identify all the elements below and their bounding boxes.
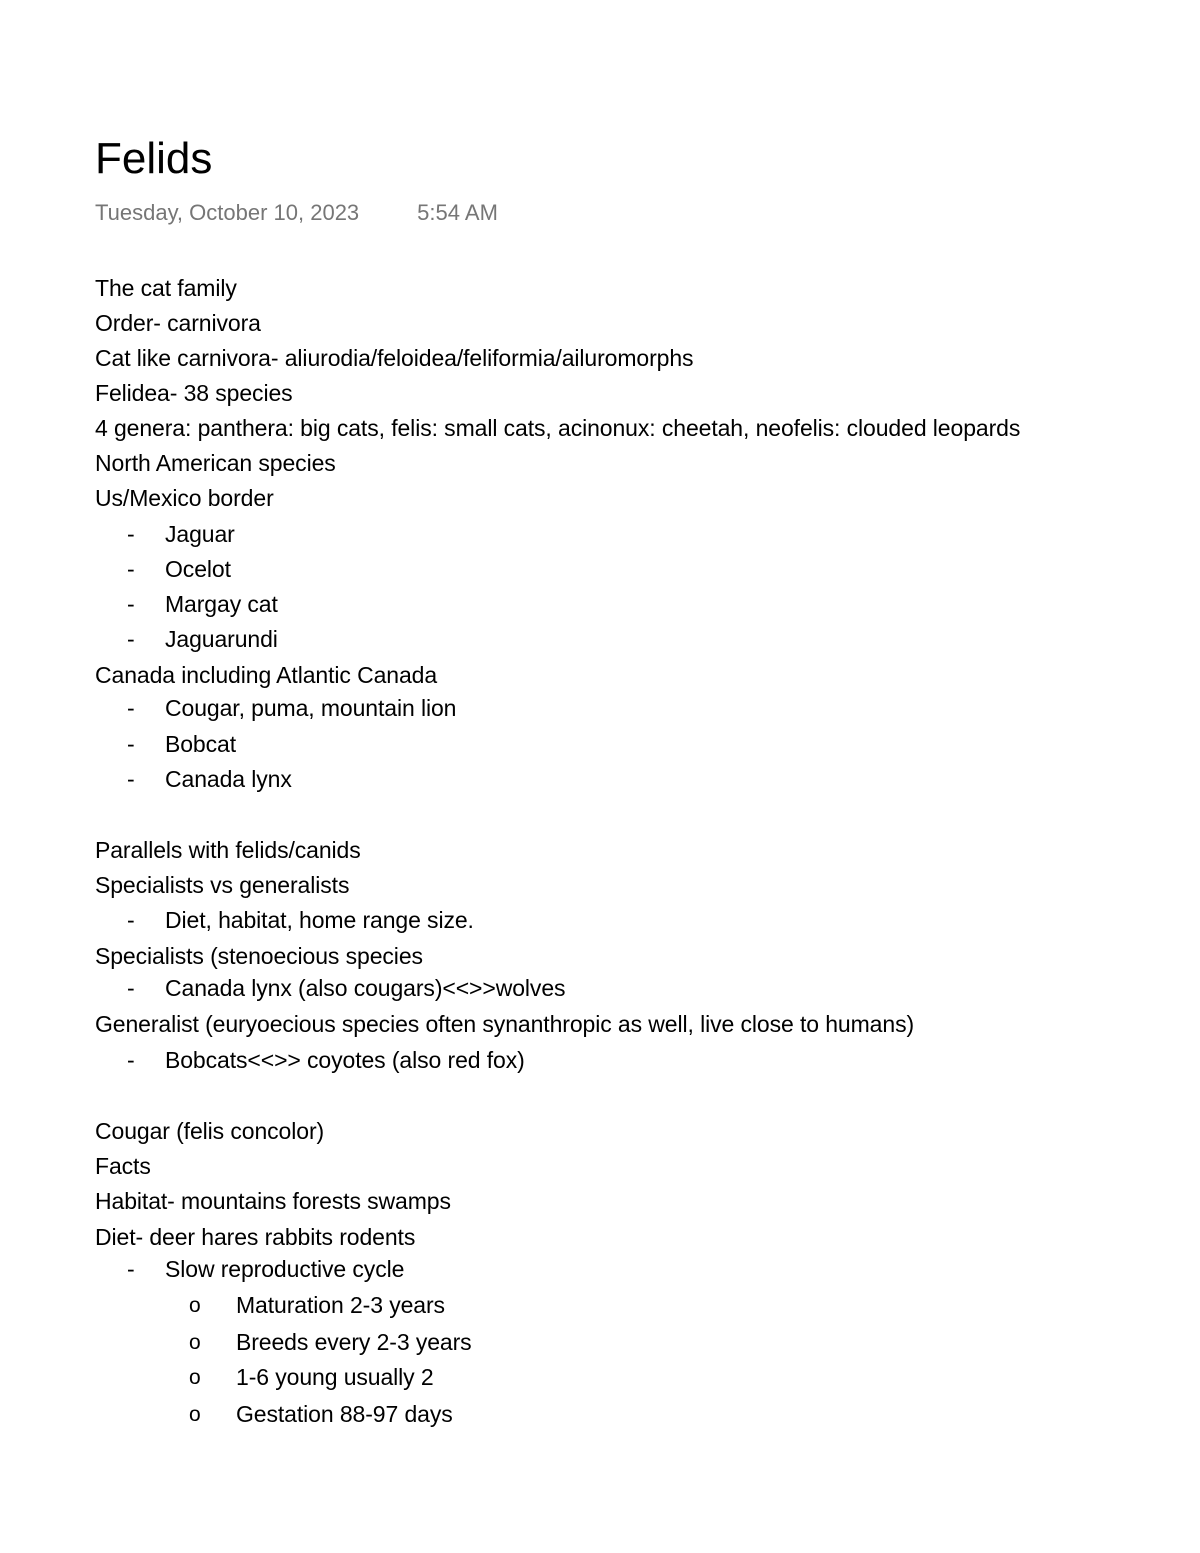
sub-list-item: Breeds every 2-3 years	[236, 1329, 472, 1355]
text-line: Parallels with felids/canids	[95, 837, 361, 863]
note-date: Tuesday, October 10, 2023	[95, 200, 360, 225]
list-item: Cougar, puma, mountain lion	[165, 695, 457, 721]
bullet-dash: -	[127, 907, 135, 933]
text-line: Us/Mexico border	[95, 485, 274, 511]
list-item: Canada lynx	[165, 766, 292, 792]
text-line: Cougar (felis concolor)	[95, 1118, 325, 1144]
text-line: 4 genera: panthera: big cats, felis: small cats, acinonux: cheetah, neofelis: clouded leopards	[95, 415, 1021, 441]
note-time: 5:54 AM	[417, 200, 498, 225]
text-line: Canada including Atlantic Canada	[95, 662, 438, 688]
list-item: Bobcats<<>> coyotes (also red fox)	[165, 1047, 525, 1073]
text-line: Order- carnivora	[95, 310, 261, 336]
bullet-dash: -	[127, 766, 135, 792]
list-item: Jaguarundi	[165, 626, 278, 652]
list-item: Slow reproductive cycle	[165, 1256, 405, 1282]
text-line: Specialists vs generalists	[95, 872, 350, 898]
text-line: North American species	[95, 450, 336, 476]
bullet-circle: o	[189, 1403, 201, 1426]
bullet-dash: -	[127, 975, 135, 1001]
bullet-dash: -	[127, 521, 135, 547]
text-line: Specialists (stenoecious species	[95, 943, 423, 969]
bullet-dash: -	[127, 1047, 135, 1073]
bullet-dash: -	[127, 731, 135, 757]
bullet-dash: -	[127, 1256, 135, 1282]
bullet-dash: -	[127, 695, 135, 721]
bullet-circle: o	[189, 1366, 201, 1389]
sub-list-item: Maturation 2-3 years	[236, 1292, 445, 1318]
text-line: Felidea- 38 species	[95, 380, 293, 406]
bullet-circle: o	[189, 1331, 201, 1354]
list-item: Bobcat	[165, 731, 237, 757]
sub-list-item: 1-6 young usually 2	[236, 1364, 434, 1390]
page-title: Felids	[95, 134, 213, 183]
bullet-dash: -	[127, 591, 135, 617]
bullet-dash: -	[127, 556, 135, 582]
note-timestamp	[95, 198, 498, 228]
text-line: Generalist (euryoecious species often synanthropic as well, live close to humans)	[95, 1011, 915, 1037]
list-item: Ocelot	[165, 556, 231, 582]
text-line: Habitat- mountains forests swamps	[95, 1188, 451, 1214]
bullet-circle: o	[189, 1294, 201, 1317]
text-line: The cat family	[95, 275, 237, 301]
text-line: Facts	[95, 1153, 151, 1179]
list-item: Margay cat	[165, 591, 278, 617]
sub-list-item: Gestation 88-97 days	[236, 1401, 453, 1427]
text-line: Diet- deer hares rabbits rodents	[95, 1224, 416, 1250]
text-line: Cat like carnivora- aliurodia/feloidea/feliformia/ailuromorphs	[95, 345, 694, 371]
list-item: Canada lynx (also cougars)<<>>wolves	[165, 975, 566, 1001]
list-item: Jaguar	[165, 521, 235, 547]
list-item: Diet, habitat, home range size.	[165, 907, 474, 933]
bullet-dash: -	[127, 626, 135, 652]
